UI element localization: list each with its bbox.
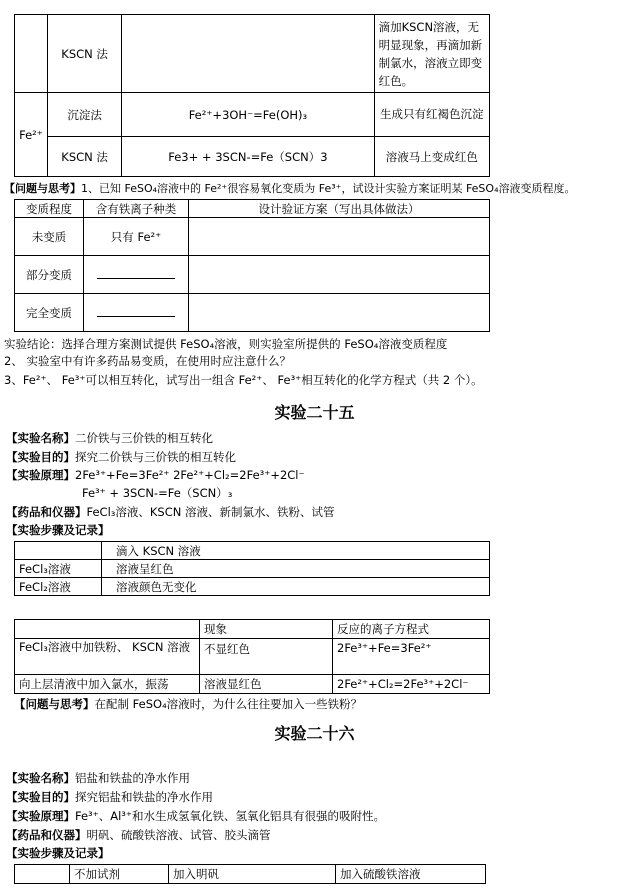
header-no-reagent: 不加试剂: [70, 865, 169, 884]
question-3: 3、Fe²⁺、 Fe³⁺可以相互转化，试写出一组含 Fe²⁺、 Fe³⁺相互转化的化学方程式（共 2 个）。: [4, 373, 483, 387]
question-1: [4, 181, 576, 196]
header-ferric-sulfate: 加入硫酸铁溶液: [336, 865, 486, 884]
conclusion-line: 实验结论：选择合理方案测试提供 FeSO₄溶液，则实验室所提供的 FeSO₄溶液变质程度: [4, 337, 448, 351]
sample-fecl3: FeCl₃溶液: [15, 560, 102, 578]
header-phenomenon: 现象: [200, 620, 333, 639]
exp25-question: 【问题与思考】在配制 FeSO₄溶液时，为什么往往要加入一些铁粉？: [14, 697, 363, 711]
method-kscn-1: KSCN 法: [47, 15, 121, 93]
kscn-header: 滴入 KSCN 溶液: [102, 542, 490, 560]
eq-add-chlorine: 2Fe²⁺+Cl₂=2Fe³⁺+2Cl⁻: [333, 675, 490, 694]
fe-detection-table: [14, 14, 490, 177]
header-alum: 加入明矾: [169, 865, 336, 884]
exp25-aim: 【实验目的】探究二价铁与三价铁的相互转化: [6, 450, 236, 464]
answer-blank: [97, 307, 175, 317]
equation-kscn: Fe3+ + 3SCN-=Fe（SCN）3: [122, 137, 374, 177]
kscn-table: [14, 541, 490, 596]
reaction-table: [14, 619, 490, 694]
header-plan: 设计验证方案（写出具体做法）: [189, 200, 490, 218]
exp25-title: 实验二十五: [274, 403, 355, 422]
question-1-text: 1、已知 FeSO₄溶液中的 Fe²⁺很容易氧化变质为 Fe³⁺，试设计实验方案证明某 FeSO₄溶液变质程度。: [81, 182, 576, 195]
exp26-aim: 【实验目的】探究铝盐和铁盐的净水作用: [6, 790, 213, 804]
plan-partial: [189, 256, 490, 294]
ion-fe2-cell: Fe²⁺: [15, 93, 48, 177]
op-add-chlorine: 向上层清液中加入氯水，振荡: [15, 675, 200, 694]
equation-blank-cell: [122, 15, 374, 93]
phen-add-iron: 不显红色: [200, 639, 333, 675]
header-ions: 含有铁离子种类: [84, 200, 189, 218]
exp26-name: 【实验名称】铝盐和铁盐的净水作用: [6, 771, 190, 785]
header-level: 变质程度: [15, 200, 84, 218]
note-kscn-2: 溶液马上变成红色: [374, 137, 489, 177]
exp25-steps: 【实验步骤及记录】: [6, 523, 110, 537]
purif-corner: [15, 865, 70, 884]
level-none: 未变质: [15, 218, 84, 256]
plan-full: [189, 294, 490, 332]
ion-blank-cell: [15, 15, 48, 93]
exp25-principle-2: Fe³⁺ + 3SCN-=Fe（SCN）₃: [82, 486, 233, 500]
note-kscn-1: 滴加KSCN溶液，无明显现象，再滴加新制氯水，溶液立即变红色。: [374, 15, 489, 93]
sample-fecl2: FeCl₂溶液: [15, 578, 102, 596]
question-label: 【问题与思考】: [4, 182, 81, 195]
question-2: 2、 实验室中有许多药品易变质，在使用时应注意什么？: [4, 354, 291, 368]
result-fecl2: 溶液颜色无变化: [102, 578, 490, 596]
purification-table: [14, 864, 486, 884]
exp25-reagents: 【药品和仪器】FeCl₃溶液、KSCN 溶液、新制氯水、铁粉、试管: [6, 505, 335, 519]
ions-partial: [84, 256, 189, 294]
ions-none: 只有 Fe²⁺: [84, 218, 189, 256]
header-equation: 反应的离子方程式: [333, 620, 490, 639]
degradation-table: [14, 199, 490, 332]
exp26-steps: 【实验步骤及记录】: [6, 846, 110, 860]
ions-full: [84, 294, 189, 332]
kscn-corner: [15, 542, 102, 560]
result-fecl3: 溶液呈红色: [102, 560, 490, 578]
equation-precipitation: Fe²⁺+3OH⁻=Fe(OH)₃: [122, 93, 374, 137]
op-add-iron: FeCl₃溶液中加铁粉、 KSCN 溶液: [15, 639, 200, 675]
exp26-title: 实验二十六: [274, 724, 355, 743]
level-full: 完全变质: [15, 294, 84, 332]
plan-none: [189, 218, 490, 256]
reaction-corner: [15, 620, 200, 639]
answer-blank: [97, 269, 175, 279]
note-precipitation: 生成只有红褐色沉淀: [374, 93, 489, 137]
exp26-principle: 【实验原理】Fe³⁺、Al³⁺和水生成氢氧化铁、氢氧化铝具有很强的吸附性。: [6, 809, 385, 823]
exp25-name: 【实验名称】二价铁与三价铁的相互转化: [6, 431, 213, 445]
exp25-principle: 【实验原理】2Fe³⁺+Fe=3Fe²⁺ 2Fe²⁺+Cl₂=2Fe³⁺+2Cl⁻: [6, 468, 305, 482]
eq-add-iron: 2Fe³⁺+Fe=3Fe²⁺: [333, 639, 490, 675]
level-partial: 部分变质: [15, 256, 84, 294]
phen-add-chlorine: 溶液显红色: [200, 675, 333, 694]
exp26-reagents: 【药品和仪器】明矾、硫酸铁溶液、试管、胶头滴管: [6, 828, 271, 842]
method-precipitation: 沉淀法: [47, 93, 121, 137]
method-kscn-2: KSCN 法: [47, 137, 121, 177]
